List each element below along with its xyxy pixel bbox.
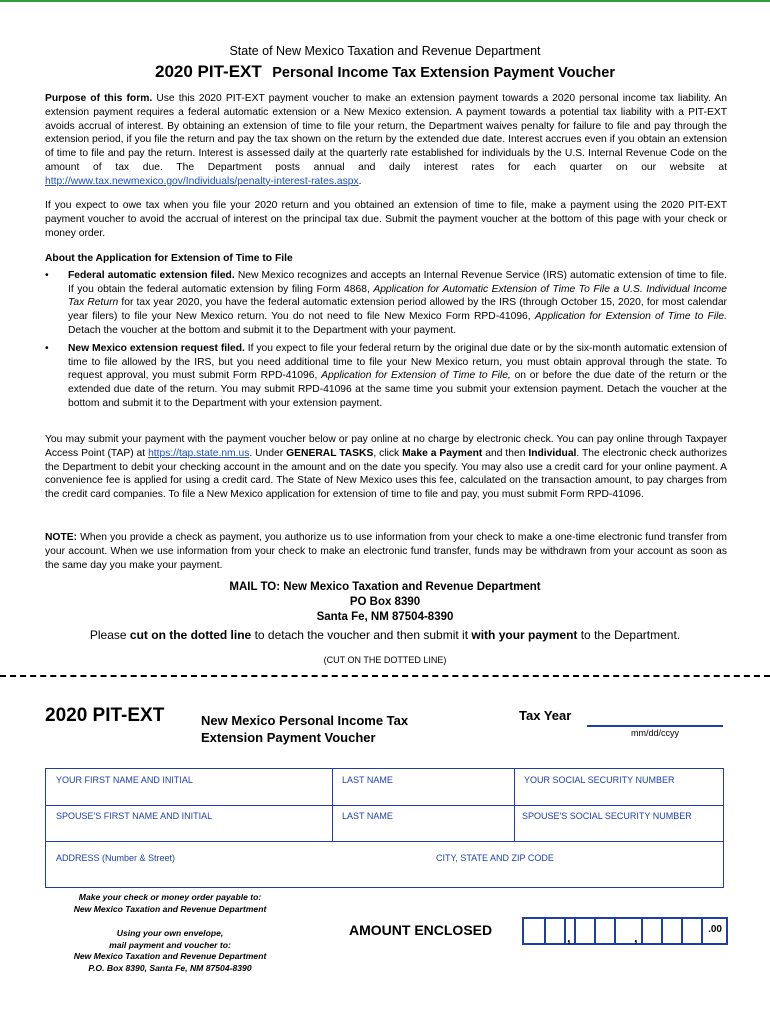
purpose-end: . xyxy=(358,175,362,187)
mail-line-2: PO Box 8390 xyxy=(349,596,421,608)
grid-line xyxy=(46,805,723,806)
nm-bullet xyxy=(45,342,727,411)
nm-label: New Mexico extension request filed. xyxy=(68,342,245,354)
thousands-separator: , xyxy=(567,930,571,945)
rpd-title-2: Application for Extension of Time to File, xyxy=(321,370,511,382)
cut-text-a: Please xyxy=(89,628,130,642)
federal-text-3: Detach the voucher at the bottom and submit it to the Department with your payment. xyxy=(68,324,457,336)
bullet-dot: • xyxy=(45,342,49,354)
make-payment: Make a Payment xyxy=(402,447,483,459)
note-text: When you provide a check as payment, you authorize us to use information from your check to make a one-time electronic fund transfer from your account. When we use information from your check to make an electronic fund transfer, funds may be withdrawn from your account as soon as the same day you make your payment. xyxy=(45,532,727,571)
online-text-e: . The electronic check authorizes the Department to debit your checking account in the amount and on the date you specify. You may also use a credit card for your online payment. A convenience fee is applied for using a credit card. The State of New Mexico uses this fee, calculated on the transaction amount, to pay charges from the credit card companies. To file a New Mexico application for extension of time to file and pay, you must submit Form RPD-41096. xyxy=(45,447,728,501)
city-state-zip-field[interactable]: CITY, STATE AND ZIP CODE xyxy=(436,853,554,863)
general-tasks: GENERAL TASKS xyxy=(286,447,374,459)
about-section xyxy=(45,252,727,411)
grid-line xyxy=(46,841,723,842)
envelope-line-2: mail payment and voucher to: xyxy=(109,939,231,950)
digit-divider xyxy=(681,919,683,943)
spouse-last-name-field[interactable]: LAST NAME xyxy=(342,811,393,821)
digit-divider xyxy=(614,919,616,943)
about-heading: About the Application for Extension of Time to File xyxy=(45,253,293,264)
digit-divider xyxy=(564,919,566,943)
digit-divider xyxy=(661,919,663,943)
voucher-title xyxy=(201,712,408,746)
individual: Individual xyxy=(528,447,577,459)
page-title xyxy=(0,62,770,82)
online-paragraph xyxy=(45,433,727,502)
interest-rates-link[interactable]: http://www.tax.newmexico.gov/Individuals/penalty-interest-rates.aspx xyxy=(45,175,359,187)
online-text: You may submit your payment with the payment voucher below or pay online at no charge by electronic check. You can pay online through Taxpayer Access Point (TAP) at xyxy=(45,434,727,459)
cents: .00 xyxy=(708,924,722,935)
tax-year-hint: mm/dd/ccyy xyxy=(630,728,679,738)
envelope-line-4: P.O. Box 8390, Santa Fe, NM 87504-8390 xyxy=(88,962,252,973)
bullet-dot: • xyxy=(45,269,49,281)
digit-divider xyxy=(544,919,546,943)
payable-line-1: Make your check or money order payable to: xyxy=(78,892,262,902)
cut-instructions xyxy=(0,628,770,642)
note-paragraph xyxy=(45,531,727,572)
spouse-ssn-field[interactable]: SPOUSE'S SOCIAL SECURITY NUMBER xyxy=(522,811,692,821)
online-text-b: . Under xyxy=(249,447,287,459)
purpose-text: Use this 2020 PIT-EXT payment voucher to make an extension payment towards a 2020 personal income tax liability. An extension payment requires a federal automatic extension or a New Mexico extension. A payment towards a potential tax liability with a PIT-EXT avoids accrual of interest. By obtaining an extension of time to file your return, the Department waives penalty for failure to file and pay through the extension period, if you file the return and pay the tax shown on the return by the extended due date. Interest accrues even if you obtain an extension of time to file and pay the return. Interest is assessed daily at the quarterly rate established for individuals by the U.S. Internal Revenue Code on the amount of tax due. The Department posts annual and daily interest rates for each quarter on our website at xyxy=(45,93,727,173)
online-text-c: , click xyxy=(373,447,403,459)
online-text-d: and then xyxy=(482,447,529,459)
tax-year-field[interactable] xyxy=(587,725,723,727)
rpd-title: Application for Extension of Time to File. xyxy=(534,311,727,323)
address-field[interactable]: ADDRESS (Number & Street) xyxy=(56,853,176,863)
cut-text-b: to detach the voucher and then submit it xyxy=(251,628,472,642)
last-name-field[interactable]: LAST NAME xyxy=(342,775,393,785)
federal-text-2: for tax year 2020, you have the federal automatic extension period allowed by the IRS (through October 15, 2020, for most calendar year filers) to file your New Mexico return. You do not need to file New Mexico Form RPD-41096, xyxy=(68,297,727,323)
cut-bold-2: with your payment xyxy=(471,628,578,642)
grid-line xyxy=(514,769,515,841)
tap-link[interactable]: https://tap.state.nm.us xyxy=(148,447,250,459)
nm-text-2: on or before the due date of the return or the extended due date of the return. You may submit RPD-41096 at the same time you submit your extension payment. Detach the voucher at the bottom and submit it to the Department with your extension payment. xyxy=(68,370,727,409)
note-label: NOTE: xyxy=(45,532,78,543)
purpose-label: Purpose of this form. xyxy=(45,93,153,104)
form-4868-title: Application for Automatic Extension of Time To File a U.S. Individual Income Tax Return xyxy=(68,283,727,309)
digit-divider xyxy=(641,919,643,943)
owe-paragraph xyxy=(45,199,727,240)
thousands-separator: , xyxy=(634,930,638,945)
form-code: 2020 PIT-EXT xyxy=(155,62,262,81)
federal-bullet xyxy=(45,269,727,338)
voucher-title-2: Extension Payment Voucher xyxy=(201,730,376,745)
mail-to-block xyxy=(0,580,770,625)
cut-text-c: to the Department. xyxy=(577,628,681,642)
amount-enclosed-label: AMOUNT ENCLOSED xyxy=(349,922,493,938)
envelope-line-1: Using your own envelope, xyxy=(116,928,224,938)
federal-text: New Mexico recognizes and accepts an Internal Revenue Service (IRS) automatic extension of time to file. If you obtain the federal automatic extension by filing Form 4868, xyxy=(68,269,728,295)
mail-line-1: MAIL TO: New Mexico Taxation and Revenue Department xyxy=(229,581,541,593)
top-border xyxy=(0,0,770,2)
nm-text: If you expect to file your federal return by the original due date or by the six-month automatic extension of time to file allowed by the IRS, but you need additional time to file your New Mexico return, you must obtain approval through the state. To request approval, you must submit Form RPD-41096, xyxy=(68,342,728,382)
spouse-first-name-field[interactable]: SPOUSE'S FIRST NAME AND INITIAL xyxy=(56,811,213,821)
grid-line xyxy=(332,769,333,841)
first-name-field[interactable]: YOUR FIRST NAME AND INITIAL xyxy=(56,775,193,785)
digit-divider xyxy=(574,919,576,943)
ssn-field[interactable]: YOUR SOCIAL SECURITY NUMBER xyxy=(524,775,675,785)
payable-line-2: New Mexico Taxation and Revenue Department xyxy=(73,903,267,914)
form-name: Personal Income Tax Extension Payment Voucher xyxy=(272,65,615,81)
payment-instructions xyxy=(45,892,295,974)
cut-line-label: (CUT ON THE DOTTED LINE) xyxy=(323,655,447,665)
tax-year-label: Tax Year xyxy=(519,708,572,723)
digit-divider xyxy=(594,919,596,943)
purpose-paragraph xyxy=(45,92,727,189)
envelope-line-3: New Mexico Taxation and Revenue Department xyxy=(73,951,267,961)
voucher-code: 2020 PIT-EXT xyxy=(45,705,165,726)
taxpayer-info-grid xyxy=(45,768,724,888)
dotted-cut-line xyxy=(0,675,770,677)
amount-enclosed-field[interactable] xyxy=(522,917,728,945)
digit-divider xyxy=(701,919,703,943)
agency-name: State of New Mexico Taxation and Revenue Department xyxy=(229,44,541,58)
voucher-title-1: New Mexico Personal Income Tax xyxy=(201,713,409,728)
cut-bold-1: cut on the dotted line xyxy=(129,628,252,642)
owe-text: If you expect to owe tax when you file your 2020 return and you obtained an extension of time to file, make a payment using the 2020 PIT-EXT payment voucher to avoid the accrual of interest on the principal tax due. Submit the payment voucher at the bottom of this page with your check or money order. xyxy=(45,200,727,239)
federal-label: Federal automatic extension filed. xyxy=(68,269,235,281)
mail-line-3: Santa Fe, NM 87504-8390 xyxy=(316,611,454,623)
